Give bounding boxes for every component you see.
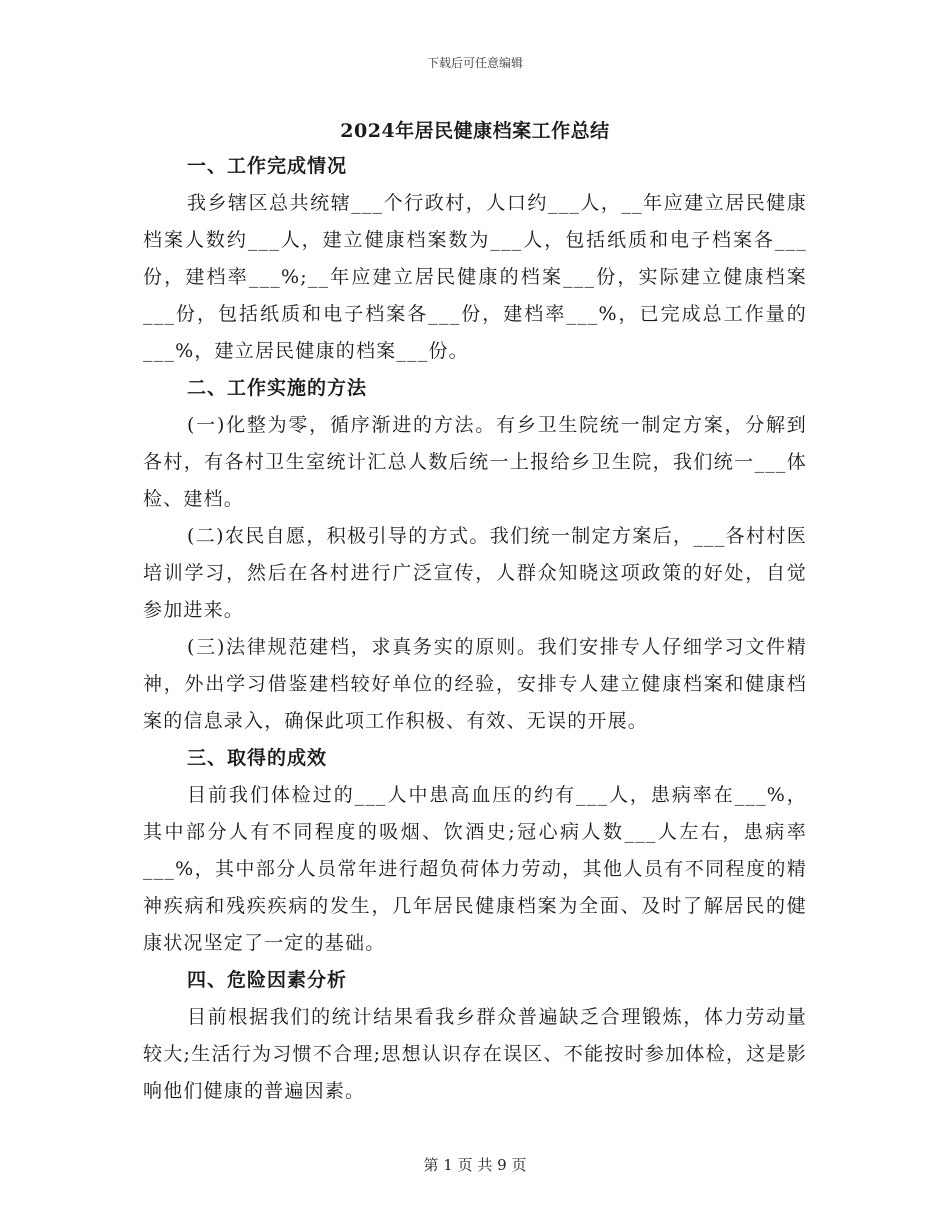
section-4-paragraph-1: 目前根据我们的统计结果看我乡群众普遍缺乏合理锻炼，体力劳动量较大;生活行为习惯不合理;思想认识存在误区、不能按时参加体检，这是影响他们健康的普遍因素。 xyxy=(143,1006,807,1102)
section-1-paragraph-1: 我乡辖区总共统辖___个行政村，人口约___人，__年应建立居民健康档案人数约___人，建立健康档案数为___人，包括纸质和电子档案各___份，建档率___%;__年应建立居民健康的档案___份，实际建立健康档案___份，包括纸质和电子档案各___份，建档率___%，已完成总工作量的___%，建立居民健康的档案___份。 xyxy=(143,192,807,362)
section-3-paragraph-1: 目前我们体检过的___人中患高血压的约有___人，患病率在___%，其中部分人有不同程度的吸烟、饮酒史;冠心病人数___人左右，患病率___%，其中部分人员常年进行超负荷体力劳动，其他人员有不同程度的精神疾病和残疾疾病的发生，几年居民健康档案为全面、及时了解居民的健康状况坚定了一定的基础。 xyxy=(143,784,807,954)
section-heading-4: 四、危险因素分析 xyxy=(187,969,348,991)
document-body xyxy=(143,148,807,1110)
section-heading-2: 二、工作实施的方法 xyxy=(187,377,368,399)
section-2-paragraph-3: (三)法律规范建档，求真务实的原则。我们安排专人仔细学习文件精神，外出学习借鉴建档较好单位的经验，安排专人建立健康档案和健康档案的信息录入，确保此项工作积极、有效、无误的开展。 xyxy=(143,636,807,732)
page-footer: 第 1 页 共 9 页 xyxy=(423,1156,527,1174)
document-title: 2024年居民健康档案工作总结 xyxy=(340,120,610,142)
section-heading-1: 一、工作完成情况 xyxy=(187,155,348,177)
section-2-paragraph-2: (二)农民自愿，积极引导的方式。我们统一制定方案后，___各村村医培训学习，然后在各村进行广泛宣传，人群众知晓这项政策的好处，自觉参加进来。 xyxy=(143,525,807,621)
section-heading-3: 三、取得的成效 xyxy=(187,747,328,769)
section-2-paragraph-1: (一)化整为零，循序渐进的方法。有乡卫生院统一制定方案，分解到各村，有各村卫生室统计汇总人数后统一上报给乡卫生院，我们统一___体检、建档。 xyxy=(143,414,807,510)
header-note: 下载后可任意编辑 xyxy=(426,56,523,70)
